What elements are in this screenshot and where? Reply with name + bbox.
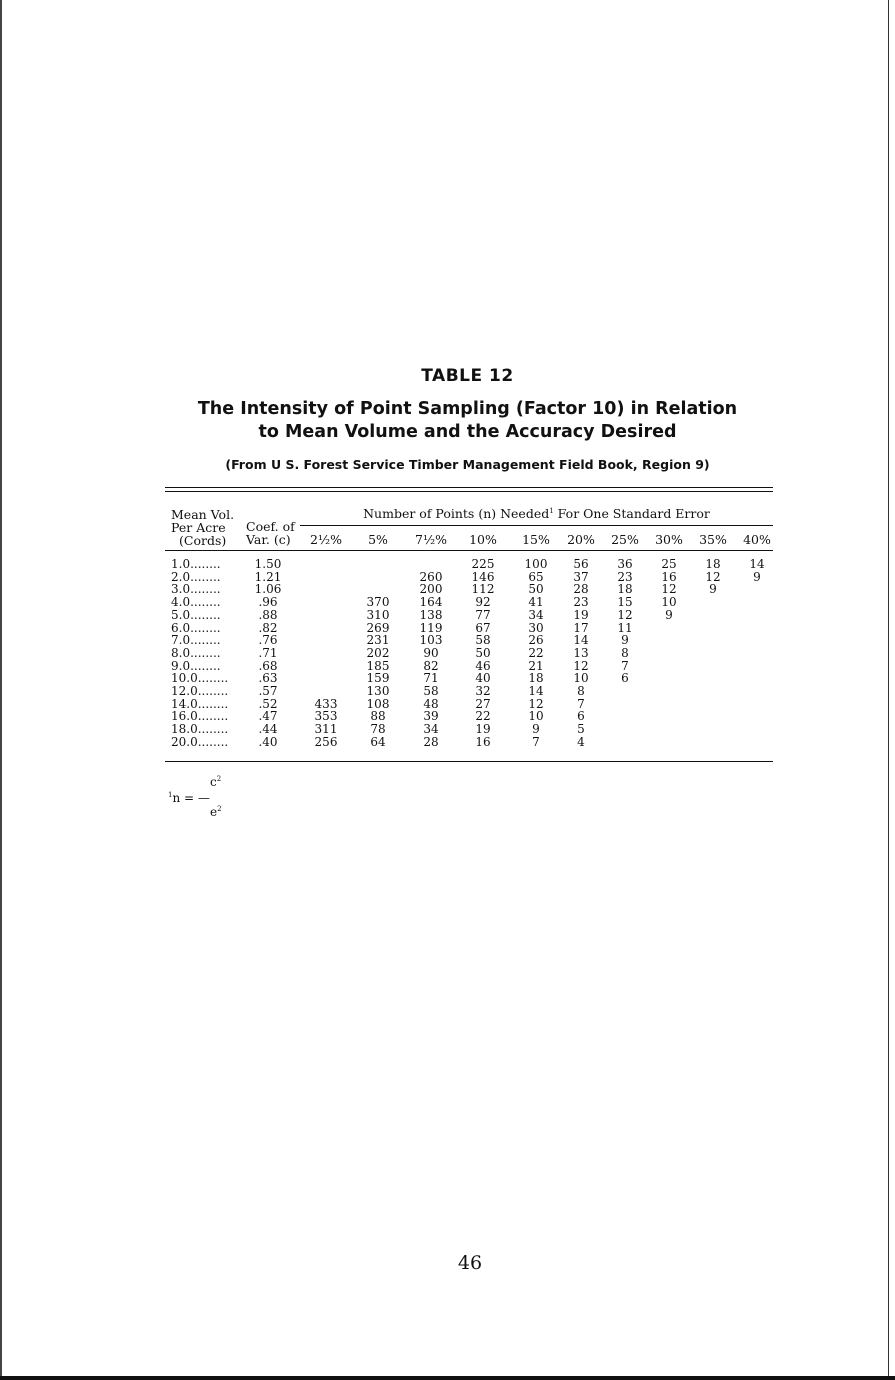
col-header-25: 25% [611,532,639,547]
cell-20-pct: 6 [577,709,585,724]
spanner-rule [300,525,773,526]
cell-15-pct: 12 [528,696,544,711]
cell-20-pct: 7 [577,696,585,711]
formula-numerator [210,775,221,789]
footnote-mark: 1 [168,791,173,799]
cell-5-pct: 310 [366,607,390,622]
header-bottom-rule [165,550,773,551]
cell-coef-var: .71 [258,645,278,660]
table-row [0,685,895,698]
cell-10-pct: 92 [475,595,491,610]
col-header-5: 5% [368,532,388,547]
cell-5-pct: 231 [366,633,390,648]
cell-20-pct: 4 [577,734,585,749]
cell-coef-var: .76 [258,633,278,648]
cell-15-pct: 30 [528,620,544,635]
cell-20-pct: 10 [573,671,589,686]
formula-fraction-bar: — [197,791,210,805]
cell-15-pct: 9 [532,722,540,737]
cell-coef-var: .82 [258,620,278,635]
cell-2-5-pct: 311 [314,722,338,737]
header-points-needed-tail: For One Standard Error [553,506,710,521]
cell-30-pct: 10 [661,595,677,610]
header-coef-var [246,520,295,546]
cell-mean-volume: 20.0........ [171,734,229,749]
cell-2-5-pct: 256 [314,734,338,749]
cell-15-pct: 14 [528,684,544,698]
cell-20-pct: 14 [573,633,589,648]
cell-40-pct: 14 [749,557,765,571]
cell-7-5-pct: 119 [419,620,443,635]
cell-30-pct: 25 [661,557,677,571]
cell-35-pct: 12 [705,569,721,584]
table-bottom-rule [165,761,773,762]
col-header-2-5: 2½% [310,532,342,547]
cell-15-pct: 34 [528,607,544,622]
cell-7-5-pct: 260 [419,569,443,584]
cell-10-pct: 146 [471,569,495,584]
cell-5-pct: 130 [366,684,390,698]
table-row [0,571,895,584]
table-title [0,398,895,444]
cell-mean-volume: 2.0........ [171,569,221,584]
table-row [0,622,895,635]
top-rule-second [165,491,773,492]
cell-7-5-pct: 103 [419,633,443,648]
footnote-reference-mark: 1 [549,506,554,515]
cell-5-pct: 269 [366,620,390,635]
cell-20-pct: 13 [573,645,589,660]
cell-mean-volume: 7.0........ [171,633,221,648]
cell-coef-var: 1.50 [254,557,282,571]
col-header-40: 40% [743,532,771,547]
table-row [0,596,895,609]
formula-denominator [210,805,222,819]
cell-7-5-pct: 71 [423,671,439,686]
cell-7-5-pct: 48 [423,696,439,711]
cell-15-pct: 7 [532,734,540,749]
cell-25-pct: 12 [617,607,633,622]
formula-lhs-text: n = [172,791,195,805]
cell-2-5-pct: 433 [314,696,338,711]
cell-35-pct: 9 [709,582,717,597]
table-row [0,634,895,647]
cell-coef-var: .44 [258,722,278,737]
col-header-10: 10% [469,532,497,547]
cell-25-pct: 36 [617,557,633,571]
col-header-15: 15% [522,532,550,547]
cell-25-pct: 6 [621,671,629,686]
cell-7-5-pct: 82 [423,658,439,673]
header-points-needed-text: Number of Points (n) Needed [363,506,550,521]
cell-coef-var: .40 [258,734,278,749]
table-title-line-2: to Mean Volume and the Accuracy Desired [258,422,677,442]
cell-5-pct: 88 [370,709,386,724]
table-row [0,736,895,749]
cell-5-pct: 159 [366,671,390,686]
cell-20-pct: 23 [573,595,589,610]
table-title-line-1: The Intensity of Point Sampling (Factor 10) in Relation [197,399,738,419]
cell-25-pct: 15 [617,595,633,610]
cell-7-5-pct: 164 [419,595,443,610]
formula-denominator-symbol: e [210,805,218,819]
cell-25-pct: 7 [621,658,629,673]
table-row [0,723,895,736]
cell-25-pct: 8 [621,645,629,660]
cell-mean-volume: 16.0........ [171,709,229,724]
cell-5-pct: 370 [366,595,390,610]
cell-coef-var: .68 [258,658,278,673]
cell-coef-var: 1.06 [254,582,282,597]
table-row [0,710,895,723]
cell-2-5-pct: 353 [314,709,338,724]
cell-mean-volume: 4.0........ [171,595,221,610]
table-row [0,583,895,596]
cell-15-pct: 10 [528,709,544,724]
cell-coef-var: .88 [258,607,278,622]
cell-5-pct: 78 [370,722,386,737]
formula-numerator-exponent: 2 [216,775,222,783]
cell-25-pct: 18 [617,582,633,597]
cell-7-5-pct: 90 [423,645,439,660]
cell-5-pct: 185 [366,658,390,673]
cell-10-pct: 112 [471,582,495,597]
table-row [0,698,895,711]
cell-10-pct: 40 [475,671,491,686]
cell-15-pct: 22 [528,645,544,660]
table-row [0,660,895,673]
cell-10-pct: 19 [475,722,491,737]
cell-coef-var: 1.21 [254,569,282,584]
cell-10-pct: 77 [475,607,491,622]
cell-15-pct: 18 [528,671,544,686]
table-row [0,672,895,685]
formula-lhs [168,791,210,805]
cell-20-pct: 56 [573,557,589,571]
cell-10-pct: 27 [475,696,491,711]
cell-7-5-pct: 28 [423,734,439,749]
page-edge-bottom [0,1376,895,1380]
cell-coef-var: .63 [258,671,278,686]
page-number: 46 [457,1252,483,1274]
cell-15-pct: 26 [528,633,544,648]
header-mean-vol-line-2: Per Acre [171,520,226,535]
cell-7-5-pct: 58 [423,684,439,698]
formula-denominator-exponent: 2 [217,805,222,813]
cell-coef-var: .52 [258,696,278,711]
cell-15-pct: 50 [528,582,544,597]
cell-mean-volume: 3.0........ [171,582,221,597]
cell-20-pct: 12 [573,658,589,673]
cell-10-pct: 16 [475,734,491,749]
cell-25-pct: 9 [621,633,629,648]
cell-40-pct: 9 [753,569,761,584]
table-row [0,647,895,660]
cell-15-pct: 21 [528,658,544,673]
cell-10-pct: 22 [475,709,491,724]
cell-20-pct: 17 [573,620,589,635]
header-points-needed [300,506,773,521]
cell-coef-var: .57 [258,684,278,698]
cell-15-pct: 100 [524,557,548,571]
cell-mean-volume: 5.0........ [171,607,221,622]
top-rule [165,487,773,488]
header-mean-vol-line-1: Mean Vol. [171,507,235,522]
table-row [0,558,895,571]
cell-coef-var: .47 [258,709,278,724]
cell-coef-var: .96 [258,595,278,610]
cell-10-pct: 58 [475,633,491,648]
cell-mean-volume: 9.0........ [171,658,221,673]
cell-35-pct: 18 [705,557,721,571]
cell-mean-volume: 10.0........ [171,671,229,686]
cell-20-pct: 19 [573,607,589,622]
cell-mean-volume: 12.0........ [171,684,229,698]
cell-7-5-pct: 138 [419,607,443,622]
cell-25-pct: 23 [617,569,633,584]
col-header-7-5: 7½% [415,532,447,547]
cell-5-pct: 108 [366,696,390,711]
col-header-35: 35% [699,532,727,547]
table-source-note: (From U S. Forest Service Timber Management Field Book, Region 9) [225,457,710,472]
footnote-formula [168,775,238,825]
cell-25-pct: 11 [617,620,633,635]
cell-mean-volume: 8.0........ [171,645,221,660]
cell-5-pct: 202 [366,645,390,660]
cell-30-pct: 9 [665,607,673,622]
cell-mean-volume: 1.0........ [171,557,221,571]
header-mean-vol-line-3: (Cords) [179,533,227,548]
cell-30-pct: 16 [661,569,677,584]
cell-mean-volume: 18.0........ [171,722,229,737]
cell-30-pct: 12 [661,582,677,597]
cell-mean-volume: 14.0........ [171,696,229,711]
header-coef-line-2: Var. (c) [246,532,291,547]
cell-10-pct: 32 [475,684,491,698]
cell-15-pct: 65 [528,569,544,584]
cell-20-pct: 8 [577,684,585,698]
cell-7-5-pct: 39 [423,709,439,724]
cell-10-pct: 67 [475,620,491,635]
cell-7-5-pct: 34 [423,722,439,737]
header-coef-line-1: Coef. of [246,519,295,534]
cell-7-5-pct: 200 [419,582,443,597]
cell-mean-volume: 6.0........ [171,620,221,635]
header-mean-vol [171,508,234,547]
table-label: TABLE 12 [421,366,514,386]
table-row [0,609,895,622]
cell-20-pct: 28 [573,582,589,597]
cell-10-pct: 46 [475,658,491,673]
col-header-20: 20% [567,532,595,547]
cell-20-pct: 5 [577,722,585,737]
formula-numerator-symbol: c [210,775,217,789]
col-header-30: 30% [655,532,683,547]
cell-10-pct: 225 [471,557,495,571]
cell-15-pct: 41 [528,595,544,610]
cell-20-pct: 37 [573,569,589,584]
cell-5-pct: 64 [370,734,386,749]
cell-10-pct: 50 [475,645,491,660]
